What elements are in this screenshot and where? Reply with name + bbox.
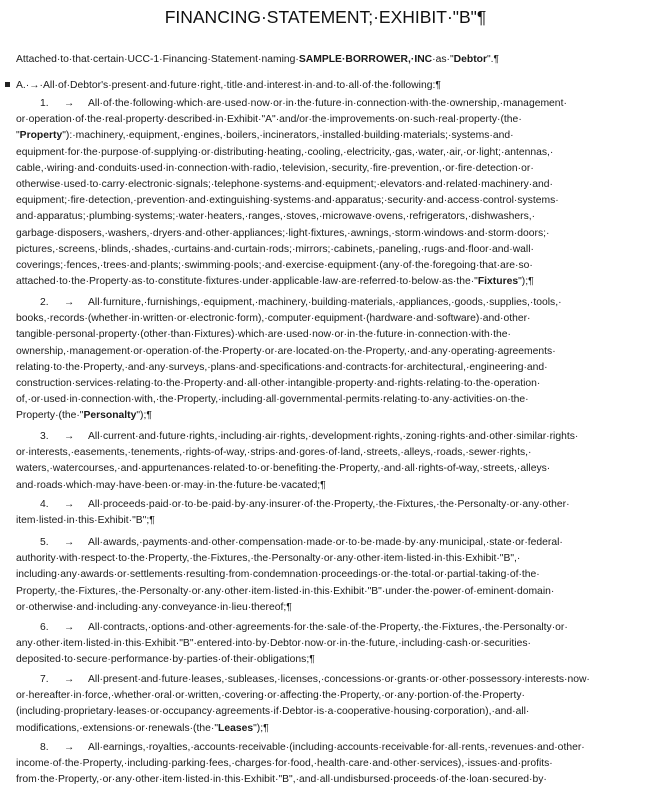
intro-text-end: ".¶ [487,54,500,65]
intro-text-mid: ·as·" [432,54,454,65]
tab-arrow-icon: → [64,499,75,510]
item-text: equipment·for·the·purpose·of·supplying·or·distributing·heating,·cooling,·electricity,·gas,·water,·air,·or·light;·antennas,· [16,146,554,158]
item-text: and·apparatus;·plumbing·systems;·water·heaters,·ranges,·stoves,·microwave·ovens,·refrigerators,·dishwashers,· [16,211,536,223]
item-line [16,584,643,600]
item-text: All·present·and·future·leases,·subleases,·licenses,·concessions·or·grants·or·other·possessory·interests·now· [88,674,590,685]
item-line [16,461,643,477]
item-number: 4. [40,499,49,510]
item-text: books,·records·(whether·in·written·or·electronic·form),·computer·equipment·(hardware·and·software)·and·other· [16,313,531,325]
item-number: 1. [40,98,49,109]
item-line [16,429,651,445]
item-text: item·listed·in·this·Exhibit·"B";¶ [16,515,155,527]
item-text: All·current·and·future·rights,·including·air·rights,·development·rights,·zoning·rights·and·other·similar·rights· [88,431,579,442]
list-item [16,497,643,529]
item-line [16,567,643,583]
item-line [16,740,651,756]
item-line [16,620,651,636]
section-a-heading [5,78,645,94]
item-text: of,·or·used·in·connection·with,·the·Property,·including·all·governmental·permits·relating·to·any·activities·on·the· [16,394,529,406]
item-line [16,772,643,788]
list-item [16,96,643,290]
item-line [16,376,643,392]
item-line [16,497,651,513]
item-text: any·other·item·listed·in·this·Exhibit·"B"·entered·into·by·Debtor·now·or·in·the·future,·including·cash·or·securities· [16,638,531,650]
item-line [16,112,643,128]
list-item [16,429,643,494]
item-text: Property,·the·Fixtures,·the·Personalty·or·any·other·item·listed·in·this·Exhibit·"B"·under·the·power·of·eminent·domain· [16,585,555,597]
item-number: 7. [40,674,49,685]
item-number: 5. [40,537,49,548]
item-line [16,652,643,668]
item-line [16,535,651,551]
item-number: 2. [40,297,49,308]
item-text: authority·with·respect·to·the·Property,·the·Fixtures,·the·Personalty·or·any·other·item·listed·in·this·Exhibit·"B",· [16,553,521,565]
item-text: otherwise·used·to·carry·electronic·signals;·telephone·systems·and·equipment;·elevators·and·related·machinery·and· [16,178,553,190]
list-item [16,535,643,616]
item-text: or·hereafter·in·force,·whether·oral·or·written,·covering·or·affecting·the·Property,·or·any·portion·of·the·Property· [16,690,525,702]
item-text: tangible·personal·property·(other·than·Fixtures)·which·are·used·now·or·in·the·future·in·connection·with·the· [16,329,511,341]
list-item [16,740,643,789]
intro-text: Attached·to·that·certain·UCC-1·Financing·Statement·naming· [16,54,299,65]
item-text: All·furniture,·furnishings,·equipment,·machinery,·building·materials,·appliances,·goods,·supplies,·tools,· [88,297,562,308]
item-line [16,311,643,327]
item-text: deposited·to·secure·performance·by·parties·of·their·obligations;¶ [16,654,315,666]
item-text: and·roads·which·may·have·been·or·may·in·the·future·be·vacated;¶ [16,479,326,491]
item-line [16,161,643,177]
item-text: waters,·watercourses,·and·appurtenances·related·to·or·benefiting·the·Property,·and·all·rights-of-way,·streets,·alleys· [16,463,551,475]
item-line [16,478,643,494]
tab-arrow-icon: → [64,297,75,308]
item-number: 6. [40,622,49,633]
tab-arrow-icon: → [64,98,75,109]
item-line [16,209,643,225]
item-line [16,226,643,242]
tab-arrow-icon: → [64,622,75,633]
borrower-name: SAMPLE·BORROWER,·INC [298,54,433,65]
item-text: or·interests,·easements,·tenements,·rights-of-way,·strips·and·gores·of·land,·streets,·alleys,·roads,·sewer·rights,· [16,447,532,459]
item-text: All·of·the·following·which·are·used·now·or·in·the·future·in·connection·with·the·ownership,·management· [88,98,567,109]
paragraph-mark-icon [5,82,10,87]
item-text: or·otherwise·and·including·any·conveyance·in·lieu·thereof;¶ [16,601,292,613]
item-line [16,600,643,616]
item-text: All·proceeds·paid·or·to·be·paid·by·any·insurer·of·the·Property,·the·Fixtures,·the·Personalty·or·any·other· [88,499,570,510]
item-line [16,274,643,290]
item-text: All·earnings,·royalties,·accounts·receivable·(including·accounts·receivable·for·all·rents,·revenues·and·other· [88,742,585,753]
item-line [16,128,643,144]
list-item [16,620,643,669]
item-text: coverings;·fences,·trees·and·plants;·swimming·pools;·and·exercise·equipment·(any·of·the·foregoing·that·are·so· [16,259,533,271]
item-text: relating·to·the·Property,·and·any·surveys,·plans·and·specifications·and·contracts·for·architectural,·engineering·and· [16,361,548,373]
tab-arrow-icon: → [64,742,75,753]
item-text: construction·services·relating·to·the·Property·and·all·other·intangible·property·and·rights·relating·to·the·operation· [16,377,541,389]
page-title: FINANCING·STATEMENT;·EXHIBIT·"B"¶ [164,7,487,27]
item-text: pictures,·screens,·blinds,·shades,·curtains·and·curtain·rods;·mirrors;·cabinets,·paneling,·rugs·and·floor·and·wall· [16,243,534,255]
item-text: ownership,·management·or·operation·of·the·Property·or·are·located·on·the·Property,·and·any·operating·agreements· [16,345,556,357]
item-line [16,258,643,274]
list-item [16,672,643,737]
item-text: All·awards,·payments·and·other·compensation·made·or·to·be·made·by·any·municipal,·state·or·federal· [88,537,563,548]
item-line [16,145,643,161]
item-line [16,177,643,193]
debtor-term: Debtor [453,54,487,65]
item-line [16,756,643,772]
item-number: 8. [40,742,49,753]
item-text: "Property"):·machinery,·equipment,·engines,·boilers,·incinerators,·installed·building·materials;·systems·and· [16,130,514,142]
item-line [16,242,643,258]
item-text: from·the·Property,·or·any·other·item·listed·in·this·Exhibit·"B",·and·all·undisbursed·proceeds·of·the·loan·secured·by· [16,774,547,786]
tab-arrow-icon: → [64,431,75,442]
section-a-text: A.·→·All·of·Debtor's·present·and·future·right,·title·and·interest·in·and·to·all·of·the·following:¶ [16,80,441,91]
item-text: garbage·disposers,·washers,·dryers·and·other·appliances;·light·fixtures,·awnings,·storm·windows·and·storm·doors;· [16,227,550,239]
list-item [16,295,643,425]
item-line [16,344,643,360]
item-line [16,327,643,343]
item-text: Property·(the·"Personalty");¶ [16,410,152,422]
item-line [16,704,643,720]
tab-arrow-icon: → [64,674,75,685]
item-line [16,193,643,209]
item-line [16,360,643,376]
item-text: All·contracts,·options·and·other·agreements·for·the·sale·of·the·Property,·the·Fixtures,·the·Personalty·or· [88,622,568,633]
item-line [16,688,643,704]
item-line [16,513,643,529]
item-line [16,636,643,652]
item-line [16,96,651,112]
intro-paragraph [16,52,646,68]
item-line [16,551,643,567]
item-number: 3. [40,431,49,442]
item-line [16,721,643,737]
item-line [16,445,643,461]
item-text: attached·to·the·Property·as·to·constitute·fixtures·under·applicable·law·are·referred·to·below·as·the·"Fixtures");¶ [16,276,534,288]
item-line [16,408,643,424]
item-text: or·operation·of·the·real·property·described·in·Exhibit·"A"·and/or·the·improvements·on·such·real·property·(the· [16,114,522,126]
item-line [16,392,643,408]
tab-arrow-icon: → [64,537,75,548]
item-text: modifications,·extensions·or·renewals·(the·"Leases");¶ [16,722,269,734]
item-text: income·of·the·Property,·including·parking·fees,·charges·for·food,·health·care·and·other·services),·issues·and·profits· [16,758,553,770]
item-line [16,672,651,688]
item-text: including·any·awards·or·settlements·resulting·from·condemnation·proceedings·or·the·total·or·partial·taking·of·the· [16,569,540,581]
item-line [16,295,651,311]
item-text: (including·proprietary·leases·or·occupancy·agreements·if·Debtor·is·a·cooperative·housing·corporation),·and·all· [16,706,530,718]
item-text: equipment;·fire·detection,·prevention·and·extinguishing·systems·and·apparatus;·security·and·access·control·systems· [16,195,559,207]
item-text: cable,·wiring·and·conduits·used·in·connection·with·radio,·television,·security,·fire·prevention,·or·fire·detection·or· [16,162,534,174]
